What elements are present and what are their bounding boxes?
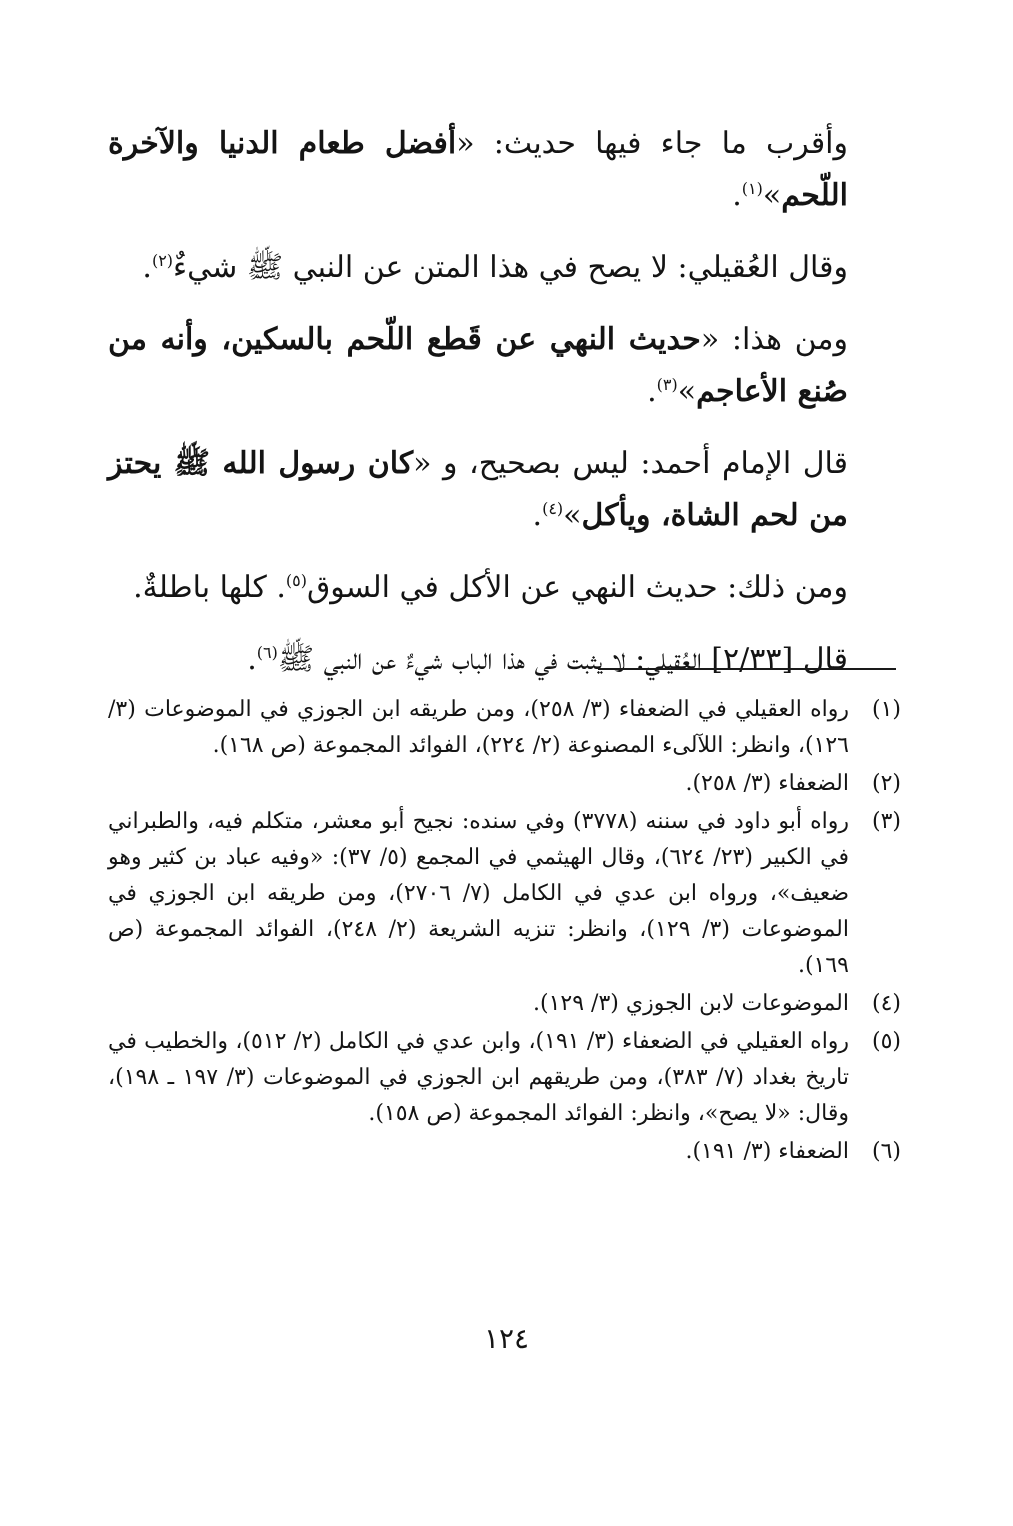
- paragraph-text: ومن ذلك: حديث النهي عن الأكل في السوق: [306, 570, 848, 605]
- footnote-ref: (٦): [256, 643, 278, 662]
- footnote-number: (٣): [871, 809, 901, 834]
- paragraph-end: .: [247, 642, 257, 677]
- paragraph-1: [108, 118, 848, 222]
- paragraph-5: [108, 562, 848, 614]
- paragraph-end: .: [647, 374, 657, 409]
- page-number: ١٢٤: [483, 1322, 530, 1355]
- quote-close: »: [762, 178, 782, 213]
- paragraph-end: . كلها باطلةٌ.: [133, 570, 286, 605]
- hadith-quote: حديث النهي عن قَطع اللّحم بالسكين، وأنه من صُنع الأعاجم: [108, 322, 848, 409]
- quote-close: »: [563, 498, 582, 533]
- paragraph-end: .: [732, 178, 742, 213]
- footnote-item: [108, 986, 901, 1022]
- paragraph-text: وأقرب ما جاء فيها حديث: «: [456, 126, 848, 161]
- paragraph-text: قال [٢/٣٣] العُقيلي: لا يثبت في هذا الباب شيءٌ عن النبي ﷺ: [277, 642, 848, 677]
- footnotes: [108, 692, 901, 1172]
- hadith-quote: كان رسول الله ﷺ يحتز من لحم الشاة، ويأكل: [108, 446, 848, 533]
- footnote-ref: (٢): [151, 251, 174, 270]
- footnote-ref: (١): [741, 179, 763, 198]
- paragraph-end: .: [532, 498, 543, 533]
- footnote-text: رواه أبو داود في سننه (٣٧٧٨) وفي سنده: نجيح أبو معشر، متكلم فيه، والطبراني في الكبير (٢٣/ ٦٢٤)، وقال الهيثمي في المجمع (٥/ ٣٧): «وفيه عباد بن كثير وهو ضعيف»، ورواه ابن عدي في الكامل (٧/ ٢٧٠٦)، ومن طريقه ابن الجوزي في الموضوعات (٣/ ١٢٩)، وانظر: تنزيه الشريعة (٢/ ٢٤٨)، الفوائد المجموعة (ص ١٦٩).: [108, 809, 850, 978]
- footnote-item: [108, 1134, 901, 1170]
- paragraph-4: [108, 438, 848, 542]
- footnote-text: الضعفاء (٣/ ٢٥٨).: [685, 771, 849, 796]
- footnote-text: الضعفاء (٣/ ١٩١).: [685, 1139, 849, 1164]
- paragraph-end: .: [142, 250, 152, 285]
- footnote-number: (٤): [871, 991, 901, 1016]
- footnote-item: [108, 1024, 901, 1132]
- main-text: [108, 118, 848, 706]
- footnote-ref: (٣): [656, 375, 678, 394]
- footnote-number: (٦): [871, 1139, 901, 1164]
- paragraph-3: [108, 314, 848, 418]
- footnote-number: (١): [871, 697, 901, 722]
- paragraph-2: [108, 242, 848, 294]
- paragraph-text: ومن هذا: «: [700, 322, 848, 357]
- quote-close: »: [677, 374, 697, 409]
- footnote-item: [108, 692, 901, 764]
- footnote-divider: [598, 668, 896, 670]
- paragraph-6: [108, 634, 848, 686]
- footnote-number: (٥): [871, 1029, 901, 1054]
- footnote-item: [108, 766, 901, 802]
- footnote-ref: (٤): [542, 499, 564, 518]
- footnote-number: (٢): [871, 771, 901, 796]
- footnote-item: [108, 804, 901, 984]
- paragraph-text: وقال العُقيلي: لا يصح في هذا المتن عن النبي ﷺ شيءٌ: [173, 250, 848, 285]
- footnote-text: رواه العقيلي في الضعفاء (٣/ ١٩١)، وابن عدي في الكامل (٢/ ٥١٢)، والخطيب في تاريخ بغداد (٧/ ٣٨٣)، ومن طريقهم ابن الجوزي في الموضوعات (٣/ ١٩٧ ـ ١٩٨)، وقال: «لا يصح»، وانظر: الفوائد المجموعة (ص ١٥٨).: [108, 1029, 850, 1126]
- footnote-text: الموضوعات لابن الجوزي (٣/ ١٢٩).: [533, 991, 849, 1016]
- paragraph-text: قال الإمام أحمد: ليس بصحيح، و «: [413, 446, 848, 481]
- footnote-text: رواه العقيلي في الضعفاء (٣/ ٢٥٨)، ومن طريقه ابن الجوزي في الموضوعات (٣/ ١٢٦)، وانظر: اللآلىء المصنوعة (٢/ ٢٢٤)، الفوائد المجموعة (ص ١٦٨).: [108, 697, 850, 758]
- footnote-ref: (٥): [285, 571, 307, 590]
- hadith-quote: أفضل طعام الدنيا والآخرة اللّحم: [108, 126, 848, 213]
